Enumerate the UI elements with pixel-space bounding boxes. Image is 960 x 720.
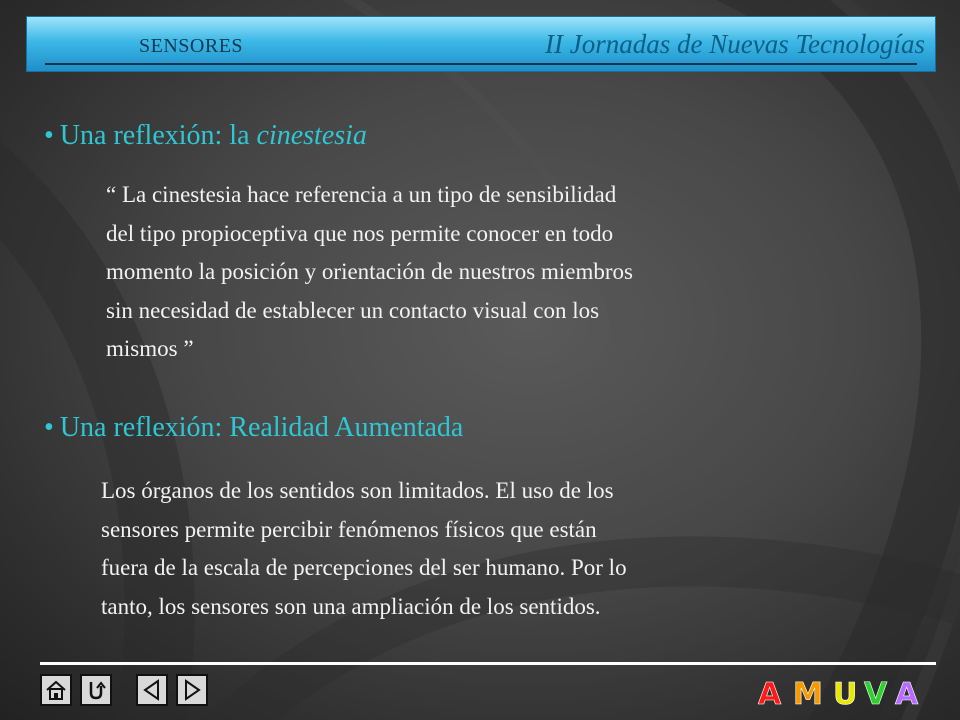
paragraph-line: momento la posición y orientación de nuestros miembros	[106, 259, 633, 284]
section-label: SENSORES	[139, 35, 244, 57]
heading-emphasis: cinestesia	[256, 120, 367, 151]
logo-letter-v: V	[864, 677, 888, 710]
paragraph-line: sensores permite percibir fenómenos físicos que están	[101, 516, 597, 542]
heading-text: Una reflexión: Realidad Aumentada	[59, 412, 464, 443]
next-icon	[180, 678, 204, 702]
paragraph-line: “ La cinestesia hace referencia a un tipo de sensibilidad	[106, 182, 617, 207]
return-icon	[84, 678, 108, 702]
paragraph-line: del tipo propioceptiva que nos permite conocer en todo	[106, 220, 614, 246]
logo-letter-u: U	[833, 677, 858, 710]
next-slide-button[interactable]	[176, 674, 208, 706]
header-divider	[45, 63, 917, 65]
home-icon	[44, 678, 68, 702]
event-title: II Jornadas de Nuevas Tecnologías	[545, 29, 925, 59]
logo-letter-a: A	[758, 677, 782, 710]
paragraph-line: sin necesidad de establecer un contacto visual con los	[106, 297, 600, 323]
bullet-marker: •	[44, 412, 54, 443]
paragraph-line: Los órganos de los sentidos son limitados. El uso de los	[101, 478, 614, 503]
bullet-marker: •	[44, 120, 54, 151]
amuva-logo	[758, 674, 928, 710]
paragraph-line: tanto, los sensores son una ampliación de los sentidos.	[101, 593, 601, 619]
logo-letter-a2: A	[895, 677, 919, 710]
previous-icon	[140, 678, 164, 702]
heading-text: Una reflexión: la	[59, 120, 257, 151]
logo-letter-m: M	[793, 677, 823, 710]
paragraph-line: fuera de la escala de percepciones del ser humano. Por lo	[101, 555, 627, 580]
previous-slide-button[interactable]	[136, 674, 168, 706]
footer-divider	[40, 662, 936, 665]
section-heading-realidad-aumentada	[44, 412, 463, 444]
quote-paragraph	[106, 176, 856, 369]
body-paragraph	[101, 472, 851, 626]
home-button[interactable]	[40, 674, 72, 706]
paragraph-line: mismos ”	[106, 336, 194, 361]
return-button[interactable]	[80, 674, 112, 706]
section-heading-cinestesia	[44, 120, 367, 152]
header-banner	[26, 16, 936, 72]
